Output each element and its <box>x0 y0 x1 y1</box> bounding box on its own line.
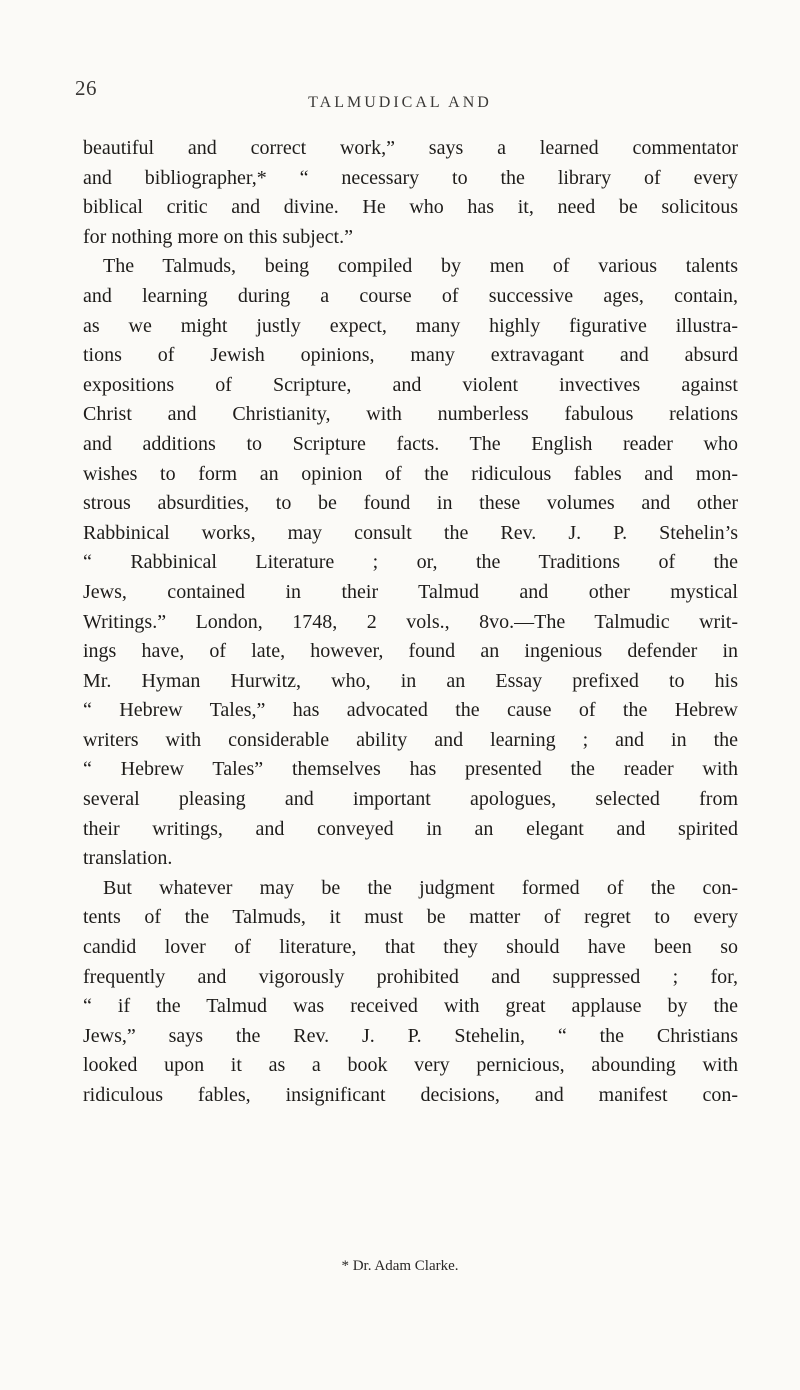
text-line: biblical critic and divine. He who has it, need be solicitous <box>83 196 738 219</box>
text-line: strous absurdities, to be found in these volumes and other <box>83 492 738 515</box>
text-line: tions of Jewish opinions, many extravagant and absurd <box>83 344 738 367</box>
text-line: ridiculous fables, insignificant decisions, and manifest con- <box>83 1084 738 1106</box>
text-line: beautiful and correct work,” says a learned commentator <box>83 137 738 159</box>
text-line: The Talmuds, being compiled by men of various talents <box>103 255 738 278</box>
text-line: several pleasing and important apologues, selected from <box>83 788 738 811</box>
text-line: frequently and vigorously prohibited and suppressed ; for, <box>83 965 738 988</box>
text-line: Writings.” London, 1748, 2 vols., 8vo.—The Talmudic writ- <box>83 610 738 633</box>
text-line: Rabbinical works, may consult the Rev. J. P. Stehelin’s <box>83 521 738 544</box>
text-line: ings have, of late, however, found an ingenious defender in <box>83 640 738 663</box>
body-text <box>83 134 738 1111</box>
text-line: their writings, and conveyed in an elegant and spirited <box>83 817 738 840</box>
text-line: and bibliographer,* “ necessary to the library of every <box>83 166 738 189</box>
text-line: “ if the Talmud was received with great applause by the <box>83 995 738 1018</box>
text-line: But whatever may be the judgment formed of the con- <box>103 876 738 899</box>
text-line: for nothing more on this subject.” <box>83 225 353 248</box>
text-line: Jews,” says the Rev. J. P. Stehelin, “ the Christians <box>83 1024 738 1047</box>
text-line: “ Hebrew Tales” themselves has presented the reader with <box>83 758 738 781</box>
text-line: Christ and Christianity, with numberless fabulous relations <box>83 403 738 426</box>
footnote: * Dr. Adam Clarke. <box>341 1258 459 1274</box>
page-number: 26 <box>75 76 97 100</box>
text-line: and learning during a course of successive ages, contain, <box>83 284 738 307</box>
text-line: tents of the Talmuds, it must be matter of regret to every <box>83 906 738 929</box>
text-line: “ Hebrew Tales,” has advocated the cause of the Hebrew <box>83 699 738 722</box>
text-line: Jews, contained in their Talmud and other mystical <box>83 580 738 603</box>
text-line: Mr. Hyman Hurwitz, who, in an Essay prefixed to his <box>83 669 738 692</box>
text-line: translation. <box>83 847 173 870</box>
text-line: as we might justly expect, many highly figurative illustra- <box>83 314 738 337</box>
text-line: wishes to form an opinion of the ridiculous fables and mon- <box>83 462 738 485</box>
text-line: looked upon it as a book very pernicious, abounding with <box>83 1054 738 1077</box>
running-head: TALMUDICAL AND <box>308 94 492 111</box>
text-line: writers with considerable ability and learning ; and in the <box>83 728 738 751</box>
text-line: candid lover of literature, that they should have been so <box>83 936 738 959</box>
text-line: “ Rabbinical Literature ; or, the Traditions of the <box>83 551 738 574</box>
text-line: expositions of Scripture, and violent invectives against <box>83 373 738 396</box>
text-line: and additions to Scripture facts. The English reader who <box>83 432 738 455</box>
